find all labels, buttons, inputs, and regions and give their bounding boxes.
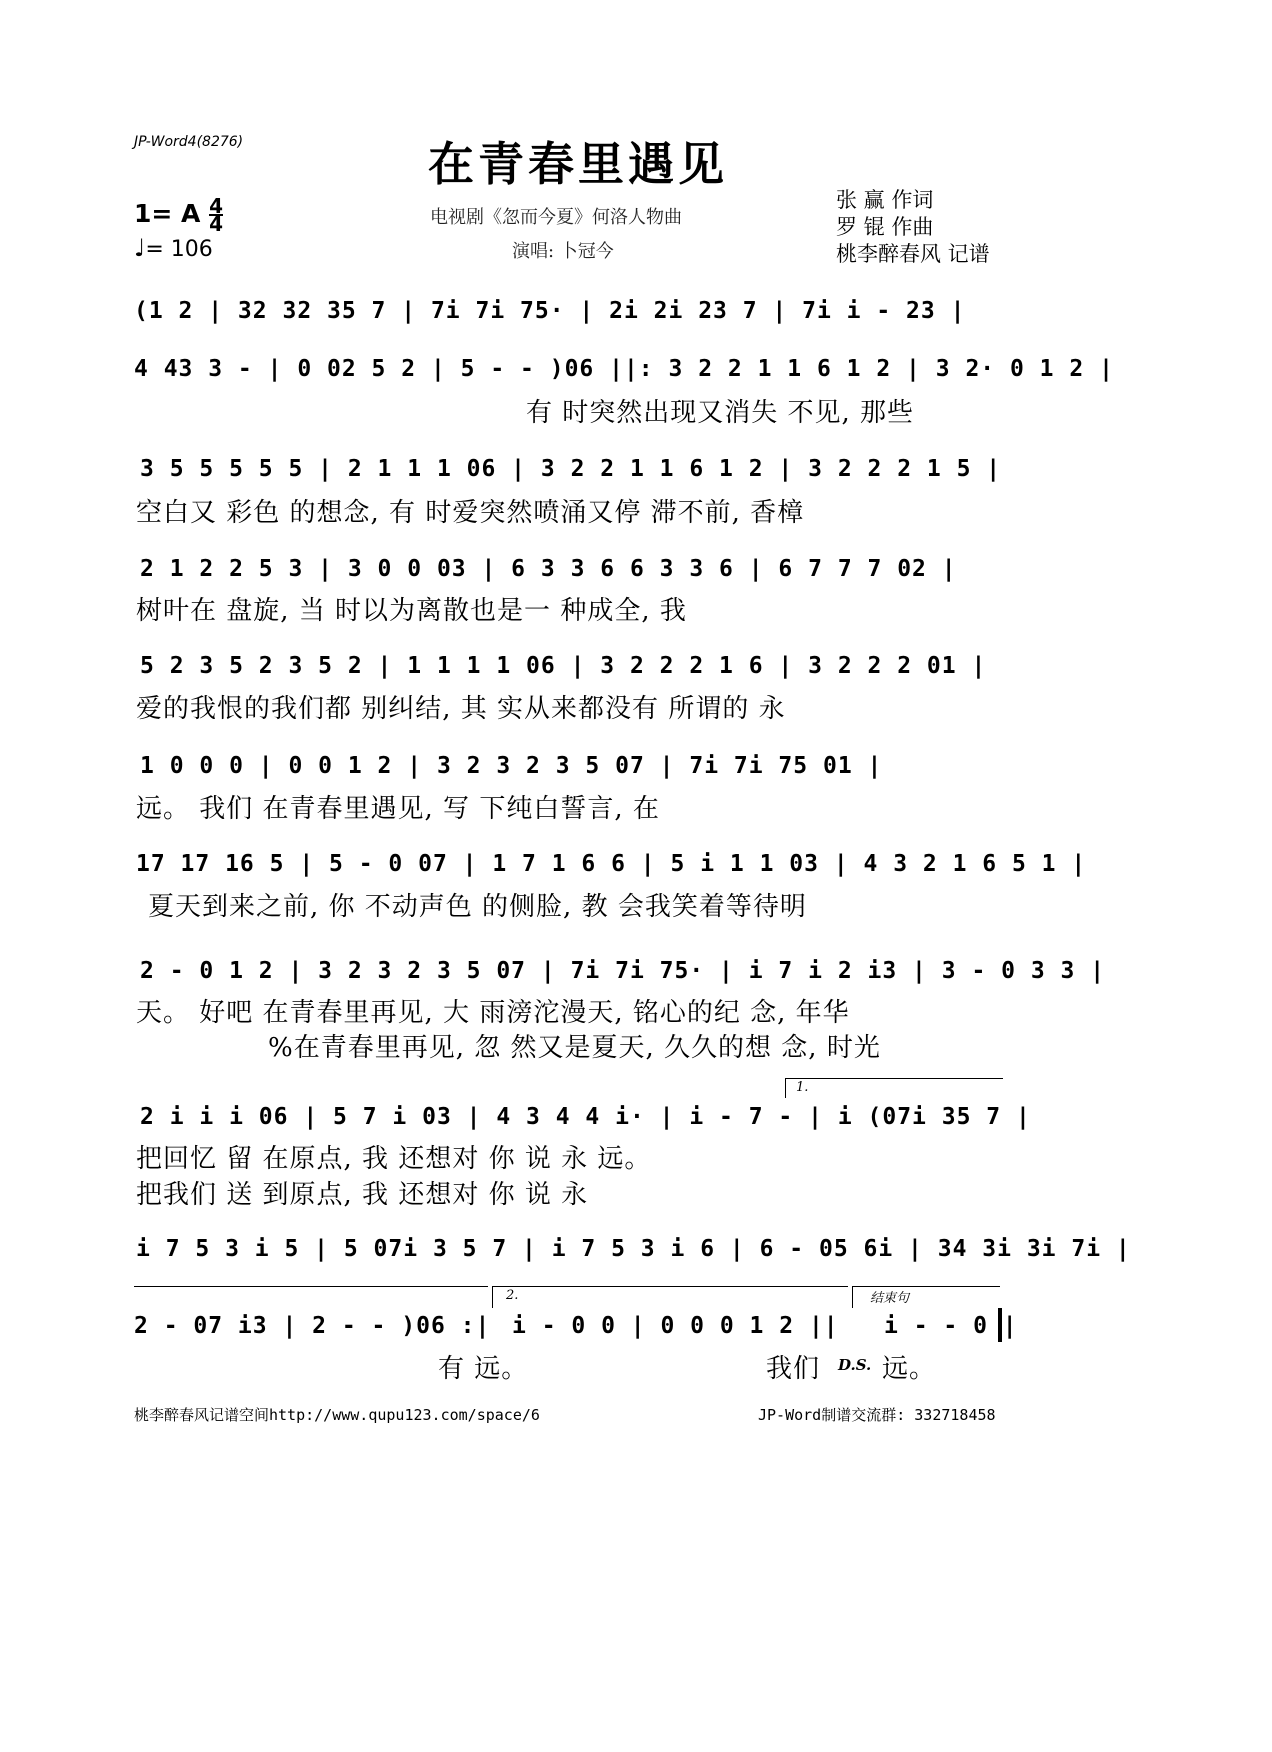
song-title: 在青春里遇见 [428,137,728,191]
score-row-11-notes-second: i - 0 0 | 0 0 0 1 2 || [512,1313,839,1339]
score-row-7-notes: 17 17 16 5 | 5 - 0 07 | 1 7 1 6 6 | 5 i 1 1 03 | 4 3 2 1 6 5 1 | [136,851,1087,877]
score-row-2-notes: 4 43 3 - | 0 02 5 2 | 5 - - )06 ||: 3 2 2 1 1 6 1 2 | 3 2· 0 1 2 | [134,356,1114,382]
score-row-4-lyrics: 树叶在 盘旋, 当 时以为离散也是一 种成全, 我 [136,596,687,626]
key-signature [134,194,224,236]
score-row-5-lyrics: 爱的我恨的我们都 别纠结, 其 实从来都没有 所谓的 永 [136,694,786,724]
score-row-7-lyrics: 夏天到来之前, 你 不动声色 的侧脸, 教 会我笑着等待明 [148,892,807,922]
score-row-5-notes: 5 2 3 5 2 3 5 2 | 1 1 1 1 06 | 3 2 2 2 1 6 | 3 2 2 2 01 | [140,653,987,679]
quarter-note-icon: ♩ [134,234,146,262]
tempo-marking [134,234,213,262]
score-row-6-lyrics: 远。 我们 在青春里遇见, 写 下纯白誓言, 在 [136,794,660,824]
volta-2-bracket-edge [492,1286,493,1308]
ending-bracket-edge [852,1286,853,1308]
score-row-9-notes: 2 i i i 06 | 5 7 i 03 | 4 3 4 4 i· | i - 7 - | i (07i 35 7 | [140,1104,1031,1130]
key-label: 1= A [134,199,201,228]
lyricist-credit: 张 赢 作词 [836,188,934,212]
score-row-2-lyrics: 有 时突然出现又消失 不见, 那些 [526,398,915,428]
volta-1-bracket-edge [785,1078,786,1098]
tempo-value: = 106 [145,237,213,262]
time-denominator: 4 [209,212,224,236]
score-row-11-lyrics-second: 我们 [766,1354,821,1384]
volta-2-label: 2. [506,1288,519,1303]
score-row-8-lyrics-verse2: %在青春里再见, 忽 然又是夏天, 久久的想 念, 时光 [268,1033,881,1063]
score-row-6-notes: 1 0 0 0 | 0 0 1 2 | 3 2 3 2 3 5 07 | 7i 7i 75 01 | [140,753,883,779]
score-row-8-lyrics-verse1: 天。 好吧 在青春里再见, 大 雨滂沱漫天, 铭心的纪 念, 年华 [136,998,850,1028]
score-row-3-notes: 3 5 5 5 5 5 | 2 1 1 1 06 | 3 2 2 1 1 6 1 2 | 3 2 2 2 1 5 | [140,456,1002,482]
score-row-4-notes: 2 1 2 2 5 3 | 3 0 0 03 | 6 3 3 6 6 3 3 6 | 6 7 7 7 02 | [140,556,957,582]
score-row-11-lyrics-ending: 远。 [882,1354,937,1384]
version-label: JP-Word4(8276) [134,134,244,150]
footer-left: 桃李醉春风记谱空间http://www.qupu123.com/space/6 [134,1406,540,1424]
footer-right: JP-Word制谱交流群: 332718458 [758,1406,996,1424]
time-signature [209,194,224,236]
score-row-11-lyrics-first: 有 远。 [438,1354,529,1384]
time-numerator: 4 [209,194,224,218]
subtitle: 电视剧《忽而今夏》何洛人物曲 [430,207,682,228]
ending-label: 结束句 [870,1291,910,1306]
volta-1-label: 1. [796,1080,809,1095]
volta-line-left [134,1286,488,1287]
score-row-3-lyrics: 空白又 彩色 的想念, 有 时爱突然喷涌又停 滞不前, 香樟 [136,498,805,528]
score-row-10-notes: i 7 5 3 i 5 | 5 07i 3 5 7 | i 7 5 3 i 6 | 6 - 05 6i | 34 3i 3i 7i | [136,1236,1131,1262]
composer-credit: 罗 锟 作曲 [836,215,934,239]
dal-segno-mark: D.S. [838,1356,872,1374]
score-row-11-notes-ending: i - - 0 | [884,1313,1018,1339]
score-row-9-lyrics-verse2: 把我们 送 到原点, 我 还想对 你 说 永 [136,1180,589,1210]
score-row-9-lyrics-verse1: 把回忆 留 在原点, 我 还想对 你 说 永 远。 [136,1144,652,1174]
score-row-8-notes: 2 - 0 1 2 | 3 2 3 2 3 5 07 | 7i 7i 75· | i 7 i 2 i3 | 3 - 0 3 3 | [140,958,1106,984]
volta-2-bracket [492,1286,848,1287]
score-row-1-notes: (1 2 | 32 32 35 7 | 7i 7i 75· | 2i 2i 23 7 | 7i i - 23 | [134,298,966,324]
transcriber-credit: 桃李醉春风 记谱 [836,242,990,266]
singer: 演唱: 卜冠今 [512,241,614,262]
final-barline [998,1308,1002,1342]
score-row-11-notes-first: 2 - 07 i3 | 2 - - )06 :| [134,1313,491,1339]
volta-1-bracket [785,1078,1003,1079]
